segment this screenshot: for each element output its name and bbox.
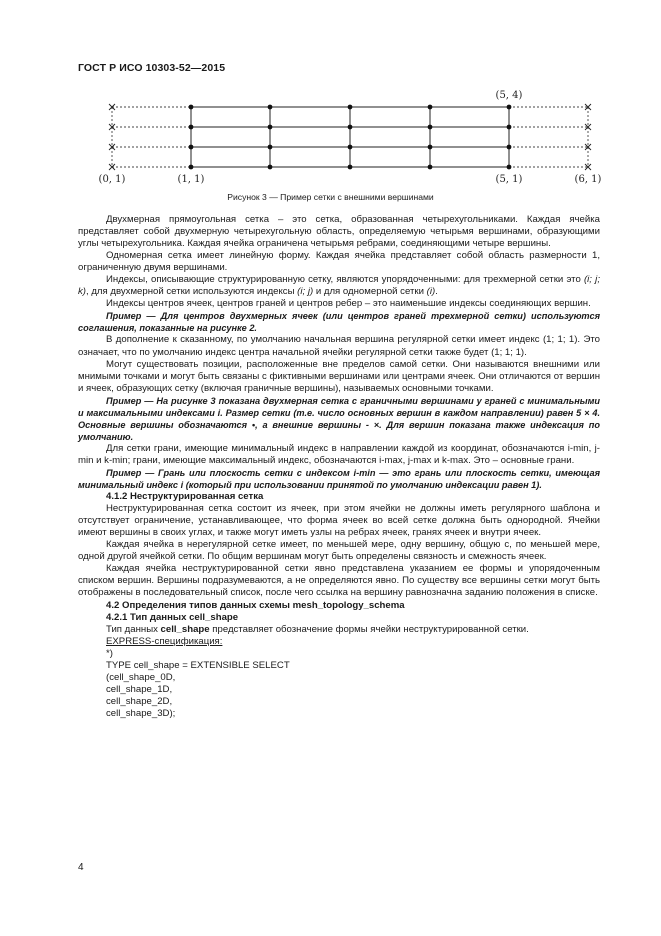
code-line: TYPE cell_shape = EXTENSIBLE SELECT	[106, 659, 290, 671]
label-0-1: (0, 1)	[98, 174, 126, 185]
main-vertex	[268, 105, 273, 110]
code-line: cell_shape_2D,	[106, 695, 173, 707]
section-heading: 4.2.1 Тип данных cell_shape	[106, 611, 239, 623]
main-vertex	[428, 165, 433, 170]
index-notation: (i; j; k)	[78, 274, 600, 298]
section-heading: 4.2 Определения типов данных схемы mesh_topology_schema	[106, 599, 405, 611]
paragraph: Одномерная сетка имеет линейную форму. Каждая ячейка представляет собой область размерности 1, ограниченную двумя вершинами.	[78, 250, 600, 274]
main-vertex	[268, 125, 273, 130]
main-vertex	[268, 145, 273, 150]
express-label	[78, 636, 600, 648]
main-vertex	[348, 165, 353, 170]
main-vertex	[507, 105, 512, 110]
label-5-1: (5, 1)	[495, 174, 523, 185]
code-line: (cell_shape_0D,	[106, 671, 176, 683]
section-heading: 4.1.2 Неструктурированная сетка	[106, 491, 264, 503]
text-run: Тип данных	[106, 623, 161, 635]
main-vertex	[428, 145, 433, 150]
text-run: Индексы, описывающие структурированную сетку, являются упорядоченными: для трехмерной сетки это	[106, 274, 584, 286]
code-line: cell_shape_1D,	[106, 683, 173, 695]
page-header: ГОСТ Р ИСО 10303-52—2015	[78, 62, 226, 74]
label-1-1: (1, 1)	[177, 174, 205, 185]
main-vertex	[348, 105, 353, 110]
external-vertex	[109, 104, 115, 110]
main-vertex	[428, 105, 433, 110]
paragraph: Для сетки грани, имеющие минимальный индекс в направлении каждой из координат, обозначаются i-min, j-min и k-min; грани, имеющие максимальный индекс, обозначаются i-max, j-max и k-max. Это – основные грани.	[78, 442, 600, 466]
main-vertex	[507, 125, 512, 130]
paragraph: Каждая ячейка неструктурированной сетки явно представлена указанием ее формы и упорядоченным списком вершин. Вершины подразумеваются, а не определяются явно. По существу все вершины сетки могут быть отображены в последовательный список, после чего ссылка на вершину равнозначна заданию положения в списке.	[78, 563, 600, 599]
figure-caption: Рисунок 3 — Пример сетки с внешними вершинами	[227, 192, 434, 202]
index-notation: (i)	[426, 286, 436, 298]
example-note: Пример — Для центров двухмерных ячеек (или центров граней трехмерной сетки) используются соглашения, показанные на рисунке 2.	[78, 311, 600, 334]
label-top-right: (5, 4)	[495, 90, 523, 101]
paragraph: Каждая ячейка в нерегулярной сетке имеет, по меньшей мере, одну вершину, общую с, по меньшей мере, одной другой ячейкой сетки. По общим вершинам могут быть определены связность и смежность ячеек.	[78, 539, 600, 563]
paragraph	[78, 624, 600, 636]
code-line: cell_shape_3D);	[106, 707, 176, 719]
paragraph: Могут существовать позиции, расположенные вне пределов самой сетки. Они называются внешними или мнимыми точками и могут быть связаны с фиктивными вершинами или центрами ячеек. Они отличаются от вершин и ячеек, образующих сетку (включая граничные вершины), называемых основными точками.	[78, 358, 600, 394]
text-run: , для двухмерной сетки используются индексы	[86, 286, 298, 298]
main-vertex	[189, 125, 194, 130]
paragraph: Индексы центров ячеек, центров граней и центров ребер – это наименьшие индексы соединяющих вершин.	[106, 298, 591, 310]
main-vertex	[507, 145, 512, 150]
type-name: cell_shape	[160, 623, 210, 635]
body-text	[78, 214, 600, 720]
main-vertex	[189, 145, 194, 150]
text-run: представляет обозначение формы ячейки неструктурированной сетки.	[209, 623, 529, 635]
mesh-figure	[0, 0, 661, 200]
main-vertex	[189, 105, 194, 110]
main-vertex	[189, 165, 194, 170]
code-line: *)	[106, 647, 113, 659]
label-6-1: (6, 1)	[574, 174, 602, 185]
express-label-text: EXPRESS-спецификация:	[106, 635, 223, 647]
paragraph: Неструктурированная сетка состоит из ячеек, при этом ячейки не должны иметь регулярного шаблона и отсутствует ограничение, устанавливающее, что форма ячеек во всей сетке должна быть однородной. Ячейки имеют вершины в своих углах, и также могут иметь узлы на ребрах ячеек, гранях ячеек и внутри ячеек.	[78, 503, 600, 539]
text-run: и для одномерной сетки	[313, 286, 427, 298]
text-run: .	[435, 286, 438, 298]
paragraph	[78, 274, 600, 298]
main-vertex	[428, 125, 433, 130]
paragraph: В дополнение к сказанному, по умолчанию начальная вершина регулярной сетки имеет индекс (1; 1; 1). Это означает, что по умолчанию индекс центра начальной ячейки регулярной сетки также будет (1; 1; 1).	[78, 334, 600, 358]
example-note: Пример — На рисунке 3 показана двухмерная сетка с граничными вершинами у граней с минимальными и максимальными индексами i. Размер сетки (т.е. число основных вершин в каждом направлении) равен 5 × 4. Основные вершины обозначаются •, а внешние вершины - ×. Для вершин показана также индексация по умолчанию.	[78, 395, 600, 442]
index-notation: (i; j)	[297, 286, 314, 298]
main-vertex	[348, 145, 353, 150]
main-vertex	[268, 165, 273, 170]
main-vertex	[348, 125, 353, 130]
paragraph: Двухмерная прямоугольная сетка – это сетка, образованная четырехугольниками. Каждая ячейка представляет собой двухмерную четырехугольную область, определяемую четырьмя вершинами, образующими углы четырехугольника. Каждая ячейка ограничена четырьмя ребрами, соединяющими четыре вершины.	[78, 214, 600, 250]
page-number: 4	[78, 862, 84, 873]
example-note: Пример — Грань или плоскость сетки с индексом i-min — это грань или плоскость сетки, имеющая минимальный индекс i (который при использовании принятой по умолчанию индексации равен 1).	[78, 467, 600, 491]
main-vertex	[507, 165, 512, 170]
